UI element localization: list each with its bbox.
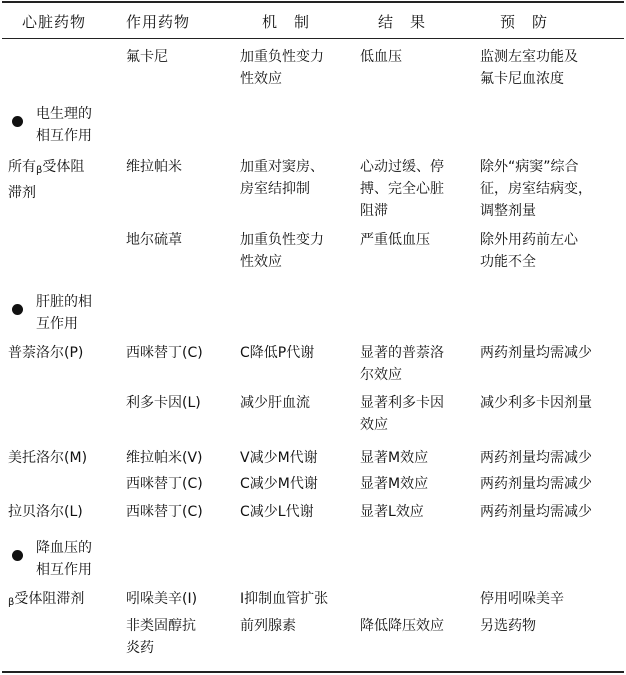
section-bullet-icon bbox=[12, 116, 23, 127]
table-cell: 维拉帕米 bbox=[126, 159, 182, 175]
table-cell: 西咪替丁(C) bbox=[126, 504, 203, 520]
table-cell: 普萘洛尔(P) bbox=[8, 345, 84, 361]
table-cell: 吲哚美辛(I) bbox=[126, 591, 198, 607]
table-cell: 另选药物 bbox=[480, 618, 536, 634]
table-cell: 利多卡因(L) bbox=[126, 395, 201, 411]
table-cell: 加重对窦房、 房室结抑制 bbox=[240, 159, 324, 197]
table-cell: 两药剂量均需减少 bbox=[480, 450, 592, 466]
section-heading: 电生理的 相互作用 bbox=[36, 106, 92, 144]
table-cell: 显著的普萘洛 尔效应 bbox=[360, 345, 444, 383]
table-cell: V减少M代谢 bbox=[240, 450, 318, 466]
bottom-rule bbox=[2, 671, 624, 673]
table-cell: 西咪替丁(C) bbox=[126, 345, 203, 361]
table-cell: 显著利多卡因 效应 bbox=[360, 395, 444, 433]
table-cell: 显著M效应 bbox=[360, 476, 429, 492]
table-cell: 降低降压效应 bbox=[360, 618, 444, 634]
table-cell: 西咪替丁(C) bbox=[126, 476, 203, 492]
table-cell: 地尔硫䓬 bbox=[126, 232, 182, 248]
table-cell: 低血压 bbox=[360, 49, 402, 65]
table-cell: 显著M效应 bbox=[360, 450, 429, 466]
table-cell: 两药剂量均需减少 bbox=[480, 476, 592, 492]
table-cell: 加重负性变力 性效应 bbox=[240, 49, 324, 87]
section-bullet-icon bbox=[12, 550, 23, 561]
section-bullet-icon bbox=[12, 304, 23, 315]
table-cell: 除外“病窦”综合 征，房室结病变， 调整剂量 bbox=[480, 159, 592, 219]
top-rule bbox=[2, 1, 624, 3]
table-cell: 前列腺素 bbox=[240, 618, 296, 634]
table-cell: C减少L代谢 bbox=[240, 504, 314, 520]
table-cell: 除外用药前左心 功能不全 bbox=[480, 232, 578, 270]
table-cell: 监测左室功能及 氟卡尼血浓度 bbox=[480, 49, 578, 87]
section-heading: 肝脏的相 互作用 bbox=[36, 294, 92, 332]
table-cell: 维拉帕米(V) bbox=[126, 450, 203, 466]
table-cell: β受体阻滞剂 bbox=[8, 591, 85, 608]
table-cell: 加重负性变力 性效应 bbox=[240, 232, 324, 270]
table-cell: I抑制血管扩张 bbox=[240, 591, 329, 607]
table-cell: 拉贝洛尔(L) bbox=[8, 504, 83, 520]
table-cell: 心动过缓、停 搏、完全心脏 阻滞 bbox=[360, 159, 444, 219]
header-cardiac-drug: 心脏药物 bbox=[22, 13, 87, 31]
table-cell: 减少利多卡因剂量 bbox=[480, 395, 592, 411]
table-cell: 美托洛尔(M) bbox=[8, 450, 88, 466]
header-prevention: 预 防 bbox=[500, 13, 549, 31]
section-heading: 降血压的 相互作用 bbox=[36, 540, 92, 578]
header-interacting-drug: 作用药物 bbox=[126, 13, 191, 31]
table-cell: 氟卡尼 bbox=[126, 49, 168, 65]
header-rule bbox=[2, 38, 624, 39]
header-mechanism: 机 制 bbox=[262, 13, 311, 31]
table-cell: 显著L效应 bbox=[360, 504, 424, 520]
table-cell: 所有β受体阻 滞剂 bbox=[8, 159, 85, 201]
table-cell: 非类固醇抗 炎药 bbox=[126, 618, 196, 656]
header-result: 结 果 bbox=[378, 13, 427, 31]
table-cell: 减少肝血流 bbox=[240, 395, 310, 411]
table-cell: 两药剂量均需减少 bbox=[480, 504, 592, 520]
table-cell: 严重低血压 bbox=[360, 232, 430, 248]
table-cell: 两药剂量均需减少 bbox=[480, 345, 592, 361]
table-cell: 停用吲哚美辛 bbox=[480, 591, 564, 607]
table-cell: C减少M代谢 bbox=[240, 476, 318, 492]
table-cell: C降低P代谢 bbox=[240, 345, 315, 361]
